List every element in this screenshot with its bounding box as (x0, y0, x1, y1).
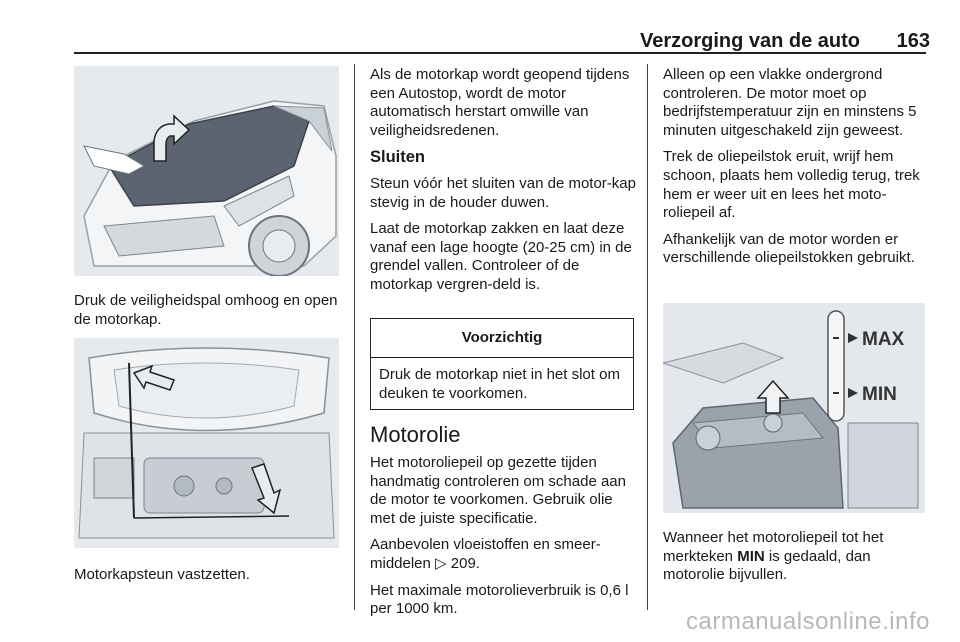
reference-arrow-icon: ▷ (435, 554, 447, 572)
caution-text: Druk de motorkap niet in het slot om deuken te voorkomen. (379, 366, 620, 402)
paragraph-dipstick-variants: Afhankelijk van de motor worden er verschillende oliepeilstokken gebruikt. (663, 230, 915, 267)
column-2-text-upper (370, 66, 636, 303)
caution-title: Voorzichtig (371, 319, 633, 358)
caution-box (370, 318, 634, 410)
caption-oil-min (663, 529, 931, 585)
dipstick-min-label: MIN (862, 384, 897, 405)
caption-hood-support: Motorkapsteun vastzetten. (74, 566, 250, 583)
column-divider-1 (354, 64, 355, 610)
paragraph-level-surface: Alleen op een vlakke ondergrond controleren. De motor moet op bedrijfstemperatuur zijn en minstens 5 minuten uitgeschakeld zijn geweest. (663, 66, 917, 139)
paragraph-closing-support: Steun vóór het sluiten van de motor-kap stevig in de houder duwen. (370, 174, 636, 211)
fluids-text: Aanbevolen vloeistoffen en smeer-middelen (370, 536, 601, 572)
header-rule (74, 52, 926, 54)
paragraph-oil-consumption: Het maximale motorolieverbruik is 0,6 l per 1000 km. (370, 581, 629, 618)
paragraph-recommended-fluids (370, 536, 636, 573)
paragraph-closing-drop: Laat de motorkap zakken en laat deze vanaf een lage hoogte (20-25 cm) in de grendel vallen. Controleer of de motorkap vergren-deld is. (370, 220, 632, 293)
page-header-title: Verzorging van de auto (639, 30, 860, 52)
caption-hood-release: Druk de veiligheidspal omhoog en open de motorkap. (74, 292, 338, 328)
column-3-text (663, 66, 931, 276)
page-number: 163 (896, 30, 930, 52)
paragraph-dipstick-procedure: Trek de oliepeilstok eruit, wrijf hem schoon, plaats hem volledig terug, trek hem er weer uit en lees het moto-roliepeil af. (663, 148, 920, 222)
paragraph-oil-check: Het motoroliepeil op gezette tijden handmatig controleren om schade aan de motor te voorkomen. Gebruik olie met de juiste specificatie. (370, 454, 626, 527)
caption-oil-min-bold: MIN (737, 547, 765, 565)
paragraph-autostop: Als de motorkap wordt geopend tijdens een Autostop, wordt de motor automatisch herstart omwille van veiligheidsredenen. (370, 66, 630, 139)
caption-oil-min-before: Wanneer het motoroliepeil tot het merkteken (663, 529, 884, 565)
caption-oil-min-after: is gedaald, dan motorolie bijvullen. (663, 547, 871, 584)
dipstick-max-label: MAX (862, 329, 905, 350)
watermark: carmanualsonline.info (686, 608, 930, 635)
figure-engine-dipstick (663, 303, 925, 513)
column-2-text-lower (370, 422, 636, 627)
heading-motorolie: Motorolie (370, 422, 461, 447)
figure-hood-support (74, 338, 339, 548)
figure-hood-release (74, 66, 339, 276)
page-reference-link[interactable]: 209. (450, 554, 480, 572)
heading-sluiten: Sluiten (370, 148, 426, 167)
column-divider-2 (647, 64, 648, 610)
